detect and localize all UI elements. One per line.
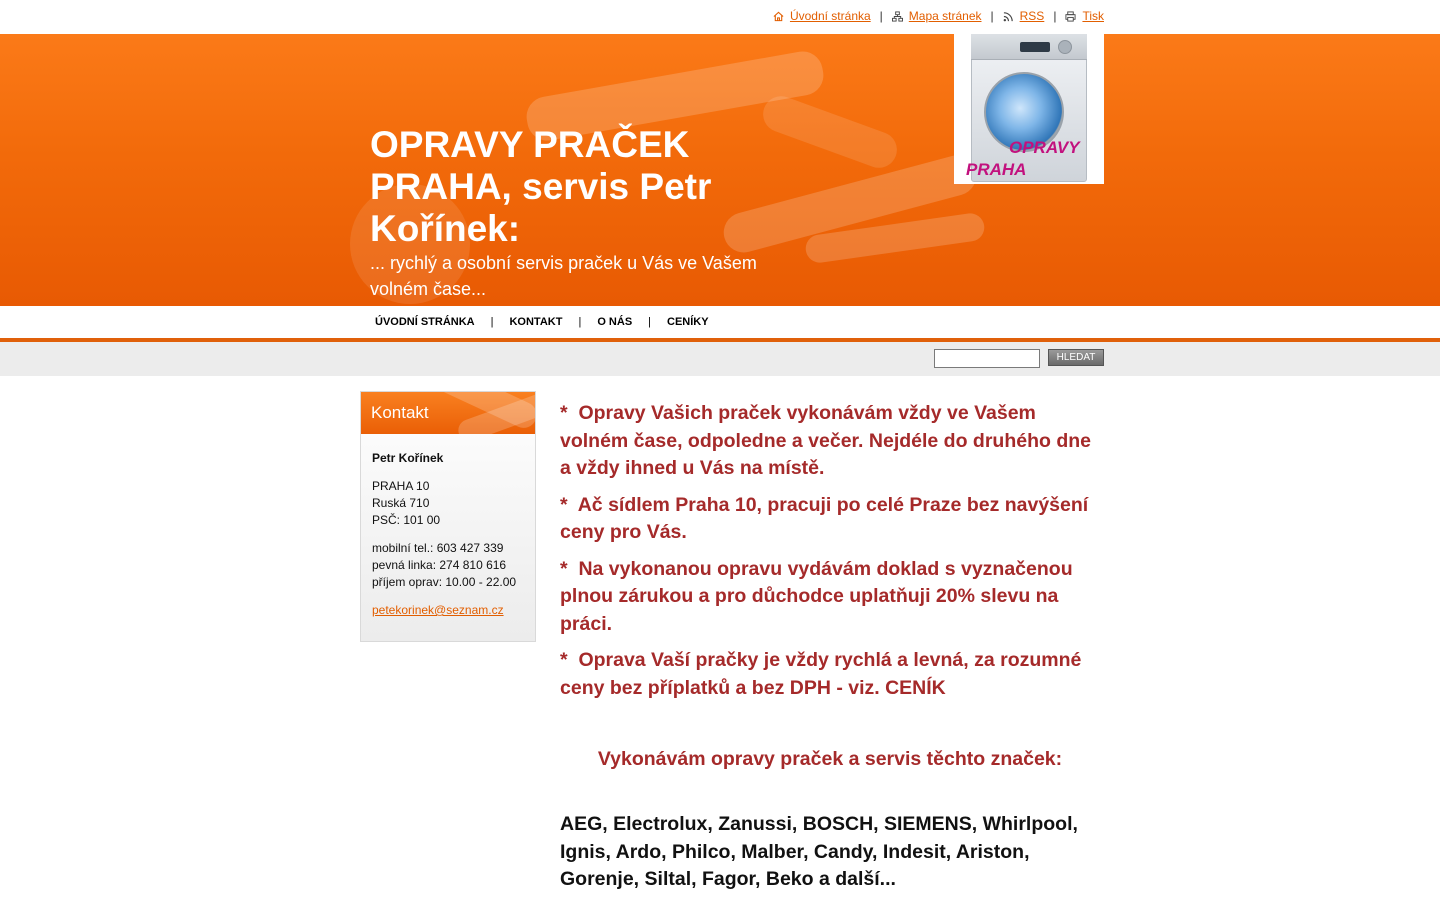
washing-machine-logo[interactable] [954, 34, 1104, 184]
paragraph-text: Ač sídlem Praha 10, pracuji po celé Praze bez navýšení ceny pro Vás. [560, 493, 1089, 543]
nav-item-pricelists [667, 316, 709, 328]
nav-link-about[interactable]: O NÁS [597, 316, 633, 328]
nav-item-contact [509, 316, 562, 328]
nav-separator: | [490, 316, 494, 328]
home-icon [773, 11, 784, 22]
content-paragraph [560, 647, 1100, 702]
sitemap-link-label: Mapa stránek [908, 9, 982, 23]
machine-knob [1058, 40, 1072, 54]
separator: | [879, 9, 883, 23]
address-line: PSČ: 101 00 [372, 513, 441, 527]
content-paragraph [560, 556, 1100, 639]
print-link[interactable] [1065, 9, 1104, 23]
print-icon [1065, 11, 1076, 22]
bullet-marker: * [560, 649, 568, 671]
header-decoration [758, 91, 902, 173]
nav-separator: | [578, 316, 582, 328]
repair-hours: příjem oprav: 10.00 - 22.00 [372, 575, 517, 589]
landline-phone: pevná linka: 274 810 616 [372, 558, 507, 572]
paragraph-text: Opravy Vašich praček vykonávám vždy ve Vašem volném čase, odpoledne a večer. Nejdéle do druhého dne a vždy ihned u Vás na místě. [560, 402, 1091, 479]
contact-box [360, 391, 536, 642]
main-content [560, 400, 1100, 894]
site-title: OPRAVY PRAČEK PRAHA, servis Petr Kořínek: [370, 124, 712, 249]
contact-name: Petr Kořínek [372, 451, 444, 465]
sitemap-link[interactable] [892, 9, 982, 23]
home-link-label: Úvodní stránka [789, 9, 871, 23]
nav-list [375, 316, 709, 328]
content-paragraph [560, 400, 1100, 483]
address-line: Ruská 710 [372, 496, 430, 510]
rss-link[interactable] [1003, 9, 1045, 23]
site-header [0, 34, 1440, 306]
separator: | [990, 9, 994, 23]
nav-link-home[interactable]: ÚVODNÍ STRÁNKA [375, 316, 475, 328]
nav-link-contact[interactable]: KONTAKT [509, 316, 563, 328]
nav-item-about [597, 316, 632, 328]
search-button[interactable]: HLEDAT [1048, 349, 1104, 366]
address-line: PRAHA 10 [372, 479, 430, 493]
rss-icon [1003, 11, 1014, 22]
nav-item-home [375, 316, 475, 328]
content-paragraph [560, 492, 1100, 547]
email-link[interactable]: petekorinek@seznam.cz [372, 603, 504, 617]
separator: | [1053, 9, 1057, 23]
top-utility-bar [0, 0, 1440, 34]
paragraph-text: Oprava Vaší pračky je vždy rychlá a levná, za rozumné ceny bez příplatků a bez DPH - viz. CENÍK [560, 649, 1082, 699]
sitemap-icon [892, 11, 903, 22]
logo-text-line1: OPRAVY [1009, 138, 1080, 157]
main-nav [0, 306, 1440, 338]
print-link-label: Tisk [1082, 9, 1104, 23]
contact-box-title: Kontakt [371, 403, 429, 422]
search-bar [0, 342, 1440, 376]
machine-display [1020, 42, 1050, 52]
brands-heading: Vykonávám opravy praček a servis těchto značek: [597, 748, 1063, 770]
mobile-phone: mobilní tel.: 603 427 339 [372, 541, 504, 555]
utility-links [773, 9, 1104, 23]
nav-separator: | [648, 316, 652, 328]
logo-text-line2: PRAHA [966, 160, 1027, 179]
search-input[interactable] [934, 349, 1040, 368]
bullet-marker: * [560, 557, 568, 580]
contact-box-header [361, 392, 535, 434]
nav-link-pricelists[interactable]: CENÍKY [667, 316, 709, 328]
home-link[interactable] [773, 9, 871, 23]
site-subtitle: ... rychlý a osobní servis praček u Vás ve Vašem volném čase... [370, 253, 757, 299]
bullet-marker: * [560, 402, 568, 424]
brands-list: AEG, Electrolux, Zanussi, BOSCH, SIEMENS, Whirlpool, Ignis, Ardo, Philco, Malber, Candy, Indesit, Ariston, Gorenje, Siltal, Fagor, Beko a další... [560, 813, 1078, 890]
rss-link-label: RSS [1019, 9, 1045, 23]
bullet-marker: * [560, 493, 568, 516]
paragraph-text: Na vykonanou opravu vydávám doklad s vyznačenou plnou zárukou a pro důchodce uplatňuji 20% slevu na práci. [560, 557, 1073, 635]
contact-box-body [361, 434, 535, 619]
